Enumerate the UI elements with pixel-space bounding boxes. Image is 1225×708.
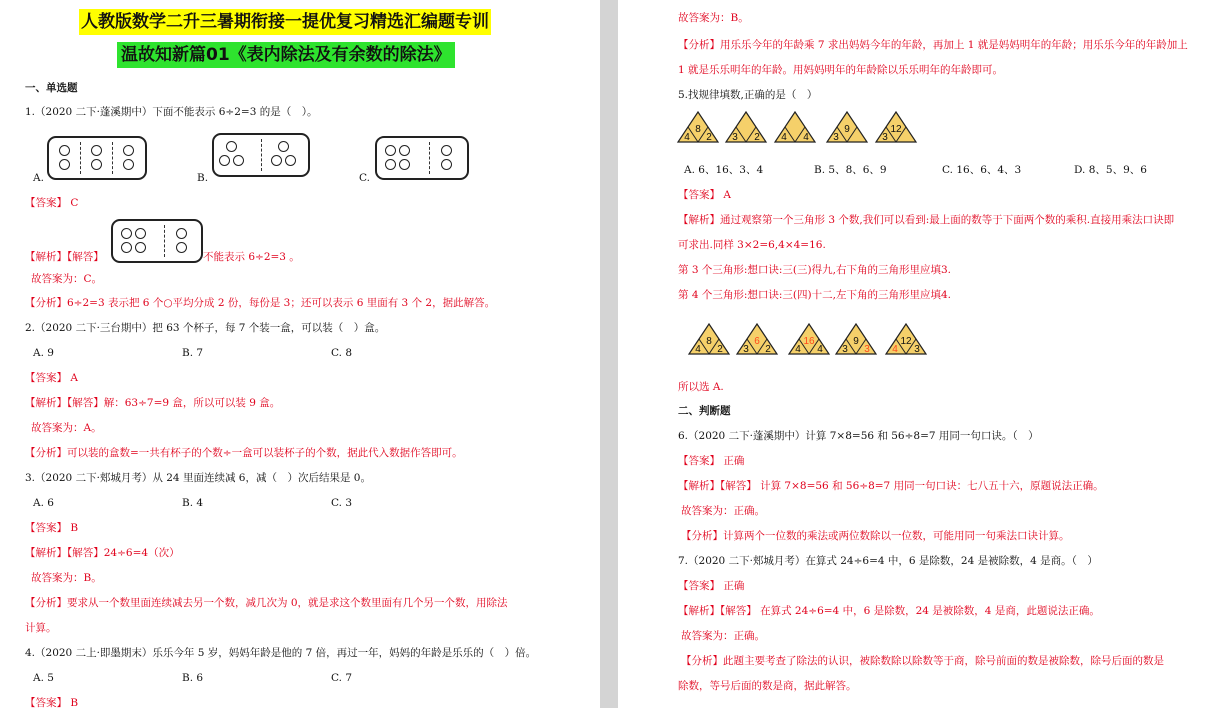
document-subtitle: 温故知新篇01《表内除法及有余数的除法》 — [117, 42, 455, 68]
q5-analysis-line4: 第 4 个三角形:想口诀:三(四)十二,左下角的三角形里应填4. — [678, 289, 951, 301]
section-heading-true-false: 二、判断题 — [678, 405, 731, 417]
q7-analysis-note-line2: 除数，等号后面的数是商，据此解答。 — [678, 680, 857, 692]
q5-solution-triangle-3 — [787, 322, 831, 356]
q5-question-triangle-1-top-number: 8 — [695, 124, 701, 135]
q5-analysis-line2: 可求出.同样 3×2=6,4×4=16. — [678, 239, 826, 251]
q5-solution-triangle-4-left-number: 3 — [842, 344, 848, 355]
document-page-right — [618, 0, 1225, 708]
q7-analysis: 【解析】【解答】 在算式 24÷6=4 中，6 是除数，24 是被除数，4 是商，此题说法正确。 — [678, 605, 1100, 617]
q1-stem: 1.（2020 二下·蓬溪期中）下面不能表示 6÷2=3 的是（ ）。 — [25, 106, 318, 118]
q5-question-triangle-2-right-number: 2 — [754, 132, 760, 143]
q5-question-triangle-5-top-number: 12 — [890, 124, 902, 135]
q5-stem: 5.找规律填数,正确的是（ ） — [678, 89, 818, 101]
q7-conclusion: 故答案为：正确。 — [681, 630, 765, 642]
q6-conclusion: 故答案为：正确。 — [681, 505, 765, 517]
q5-solution-triangle-3-top-number: 16 — [803, 336, 815, 347]
q2-conclusion: 故答案为：A。 — [31, 422, 102, 434]
q2-stem: 2.（2020 二下·三台期中）把 63 个杯子，每 7 个装一盒，可以装（ ）盒。 — [25, 322, 386, 334]
q4-conclusion: 故答案为：B。 — [678, 12, 749, 24]
q6-answer: 【答案】 正确 — [678, 455, 745, 467]
q5-solution-triangle-1-right-number: 2 — [717, 344, 723, 355]
q3-option-c: C. 3 — [331, 497, 353, 509]
q4-answer: 【答案】 B — [25, 697, 79, 708]
q5-solution-triangle-5-left-number: 4 — [892, 344, 898, 355]
q1-analysis-note: 【分析】6÷2=3 表示把 6 个○平均分成 2 份，每份是 3；还可以表示 6 里面有 3 个 2，据此解答。 — [25, 297, 496, 309]
q7-stem: 7.（2020 二下·郏城月考）在算式 24÷6=4 中，6 是除数，24 是被除数，4 是商。（ ） — [678, 555, 1098, 567]
q5-solution-triangle-3-right-number: 4 — [817, 344, 823, 355]
q5-solution-triangle-1-top-number: 8 — [706, 336, 712, 347]
q5-question-triangle-5-left-number: 3 — [882, 132, 888, 143]
q5-answer: 【答案】 A — [678, 189, 731, 201]
q1-option-a-label: A. — [33, 172, 44, 184]
q2-analysis-note: 【分析】可以装的盒数=一共有杯子的个数÷一盒可以装杯子的个数，据此代入数据作答即可。 — [25, 447, 463, 459]
q5-question-triangle-3-right-number: 4 — [803, 132, 809, 143]
q5-solution-triangle-1-left-number: 4 — [695, 344, 701, 355]
q2-option-b: B. 7 — [182, 347, 204, 359]
q5-analysis-line3: 第 3 个三角形:想口诀:三(三)得九,右下角的三角形里应填3. — [678, 264, 951, 276]
q6-analysis: 【解析】【解答】 计算 7×8=56 和 56÷8=7 用同一句口诀：七八五十六，原题说法正确。 — [678, 480, 1104, 492]
q4-option-b: B. 6 — [182, 672, 204, 684]
q5-solution-triangle-2-left-number: 3 — [743, 344, 749, 355]
q1-option-c-figure — [375, 136, 469, 180]
q3-conclusion: 故答案为：B。 — [31, 572, 102, 584]
q5-solution-triangle-5-right-number: 3 — [914, 344, 920, 355]
q5-solution-triangle-4 — [834, 322, 878, 356]
q2-answer: 【答案】 A — [25, 372, 78, 384]
q4-stem: 4.（2020 二上·即墨期末）乐乐今年 5 岁，妈妈年龄是他的 7 倍，再过一年，妈妈的年龄是乐乐的（ ）倍。 — [25, 647, 537, 659]
q5-solution-triangle-4-right-number: 3 — [864, 344, 870, 355]
q3-analysis-note-line2: 计算。 — [25, 622, 57, 634]
q4-option-c: C. 7 — [331, 672, 353, 684]
q5-solution-triangle-2-right-number: 2 — [765, 344, 771, 355]
q5-analysis-line1: 【解析】通过观察第一个三角形 3 个数,我们可以看到:最上面的数等于下面两个数的乘积.直接用乘法口诀即 — [678, 214, 1175, 226]
q5-conclusion: 所以选 A. — [678, 381, 724, 393]
q5-solution-triangle-5 — [884, 322, 928, 356]
q5-solution-triangle-3-left-number: 4 — [795, 344, 801, 355]
q7-answer: 【答案】 正确 — [678, 580, 745, 592]
q5-question-triangle-3 — [773, 110, 817, 144]
q5-solution-triangle-5-top-number: 12 — [900, 336, 912, 347]
q5-question-triangle-1-right-number: 2 — [706, 132, 712, 143]
q6-analysis-note: 【分析】计算两个一位数的乘法或两位数除以一位数，可能用同一句乘法口诀计算。 — [681, 530, 1070, 542]
q4-analysis-note-line2: 1 就是乐乐明年的年龄。用妈妈明年的年龄除以乐乐明年的年龄即可。 — [678, 64, 1004, 76]
q7-analysis-note-line1: 【分析】此题主要考查了除法的认识，被除数除以除数等于商，除号前面的数是被除数，除号后面的数是 — [681, 655, 1164, 667]
q5-option-b: B. 5、8、6、9 — [814, 164, 887, 176]
q5-question-triangle-4 — [825, 110, 869, 144]
q3-analysis-note-line1: 【分析】要求从一个数里面连续减去另一个数，减几次为 0，就是求这个数里面有几个另一个数，用除法 — [25, 597, 508, 609]
document-page-left — [0, 0, 600, 708]
q5-question-triangle-5 — [874, 110, 918, 144]
q1-option-c-label: C. — [359, 172, 370, 184]
q1-analysis-figure — [111, 219, 203, 263]
q5-solution-triangle-1 — [687, 322, 731, 356]
q1-conclusion: 故答案为：C。 — [31, 273, 103, 285]
q5-option-c: C. 16、6、4、3 — [942, 164, 1022, 176]
q3-option-b: B. 4 — [182, 497, 204, 509]
q1-option-b-figure — [212, 133, 310, 177]
q5-option-a: A. 6、16、3、4 — [684, 164, 764, 176]
q2-analysis: 【解析】【解答】解：63÷7=9 盒，所以可以装 9 盒。 — [25, 397, 281, 409]
q1-answer: 【答案】 C — [25, 197, 79, 209]
q5-question-triangle-4-left-number: 3 — [833, 132, 839, 143]
q3-analysis: 【解析】【解答】24÷6=4（次） — [25, 547, 180, 559]
q3-answer: 【答案】 B — [25, 522, 79, 534]
q3-option-a: A. 6 — [33, 497, 54, 509]
q5-solution-triangle-2 — [735, 322, 779, 356]
document-title: 人教版数学二升三暑期衔接一提优复习精选汇编题专训 — [79, 9, 491, 35]
q1-analysis-prefix: 【解析】【解答】 — [25, 251, 104, 263]
q5-question-triangle-3-left-number: 4 — [781, 132, 787, 143]
q3-stem: 3.（2020 二下·郏城月考）从 24 里面连续减 6，减（ ）次后结果是 0。 — [25, 472, 371, 484]
q1-option-b-label: B. — [197, 172, 209, 184]
q4-analysis-note-line1: 【分析】用乐乐今年的年龄乘 7 求出妈妈今年的年龄，再加上 1 就是妈妈明年的年龄；用乐乐今年的年龄加上 — [678, 39, 1188, 51]
q1-option-a-figure — [47, 136, 147, 180]
q2-option-a: A. 9 — [33, 347, 54, 359]
q5-question-triangle-1 — [676, 110, 720, 144]
q2-option-c: C. 8 — [331, 347, 353, 359]
q4-option-a: A. 5 — [33, 672, 54, 684]
q6-stem: 6.（2020 二下·蓬溪期中）计算 7×8=56 和 56÷8=7 用同一句口诀。（ ） — [678, 430, 1039, 442]
q5-question-triangle-1-left-number: 4 — [684, 132, 690, 143]
q5-solution-triangle-4-top-number: 9 — [853, 336, 859, 347]
q5-option-d: D. 8、5、9、6 — [1074, 164, 1147, 176]
q5-question-triangle-2-left-number: 3 — [732, 132, 738, 143]
q5-question-triangle-4-top-number: 9 — [844, 124, 850, 135]
q5-question-triangle-2 — [724, 110, 768, 144]
q5-solution-triangle-2-top-number: 6 — [754, 336, 760, 347]
section-heading-single-choice: 一、单选题 — [25, 82, 78, 94]
q1-analysis-suffix: 不能表示 6÷2=3 。 — [203, 251, 300, 263]
